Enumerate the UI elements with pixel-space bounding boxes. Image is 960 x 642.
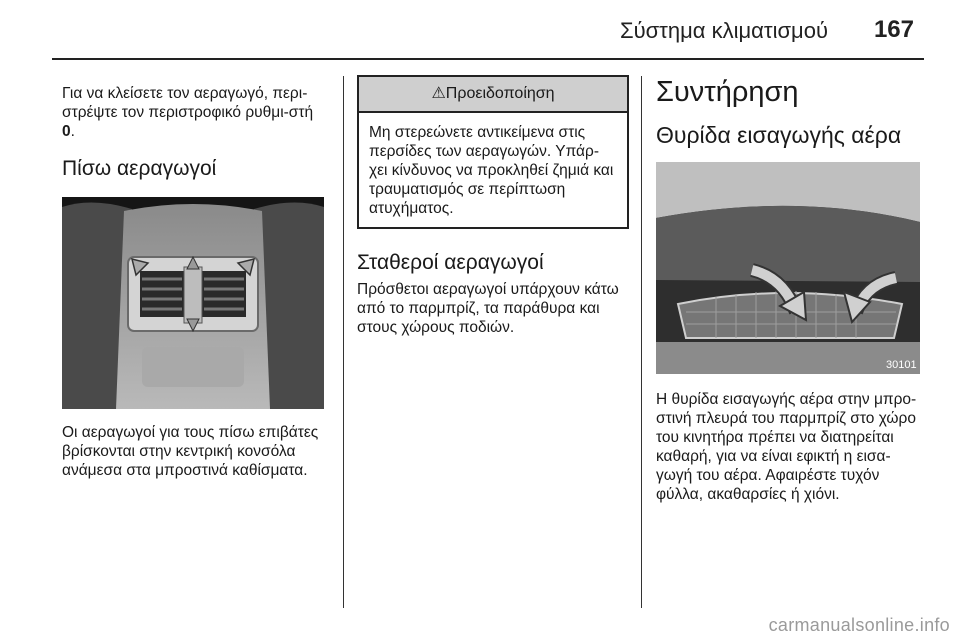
air-intake-text: Η θυρίδα εισαγωγής αέρα στην μπρο-στινή πλευρά του παρμπρίζ στο χώρο του κινητήρα πρέπει να διατηρείται καθαρή, για να είναι εφικτή η εισα-γωγή του αέρα. Αφαιρέστε τυχόν φύλλα, ακαθαρσίες ή χιόνι.	[656, 391, 917, 503]
rear-vents-caption: Οι αεραγωγοί για τους πίσω επιβάτες βρίσκονται στην κεντρική κονσόλα ανάμεσα στα μπροστινά καθίσματα.	[62, 424, 319, 479]
image-code: 30101	[886, 359, 917, 371]
column-divider-2	[641, 76, 642, 608]
column-3	[656, 64, 926, 504]
intro-paragraph	[62, 84, 328, 141]
column-divider-1	[343, 76, 344, 608]
rear-vents-illustration	[62, 197, 324, 409]
page-number: 167	[873, 16, 914, 43]
fixed-vents-heading: Σταθεροί αεραγωγοί	[357, 251, 544, 274]
off-symbol: 0	[62, 123, 71, 140]
watermark: carmanualsonline.info	[768, 615, 950, 635]
air-intake-heading: Θυρίδα εισαγωγής αέρα	[656, 122, 902, 148]
rear-vents-heading: Πίσω αεραγωγοί	[62, 157, 217, 180]
warning-text: Μη στερεώνετε αντικείμενα στις περσίδες των αεραγωγών. Υπάρ-χει κίνδυνος να προκληθεί ζημιά και τραυματισμός σε περίπτωση ατυχήματος.	[369, 124, 614, 217]
intro-text: Για να κλείσετε τον αεραγωγό, περι-στρέψτε τον περιστροφικό ρυθμι-στή	[62, 85, 314, 121]
air-intake-illustration	[656, 162, 920, 374]
column-1	[62, 64, 328, 480]
warning-box	[357, 75, 629, 229]
fixed-vents-text: Πρόσθετοι αεραγωγοί υπάρχουν κάτω από το παρμπρίζ, τα παράθυρα και στους χώρους ποδιών.	[357, 281, 619, 336]
rear-vents-image	[62, 197, 324, 409]
warning-header	[359, 77, 627, 113]
intro-end: .	[70, 123, 75, 140]
column-2	[357, 64, 629, 337]
chapter-title: Σύστημα κλιματισμού	[619, 18, 828, 43]
header-rule	[52, 58, 924, 60]
maintenance-title: Συντήρηση	[656, 76, 799, 108]
warning-triangle-icon: ⚠	[431, 85, 446, 102]
warning-title: Προειδοποίηση	[445, 85, 555, 102]
air-intake-image	[656, 162, 920, 374]
